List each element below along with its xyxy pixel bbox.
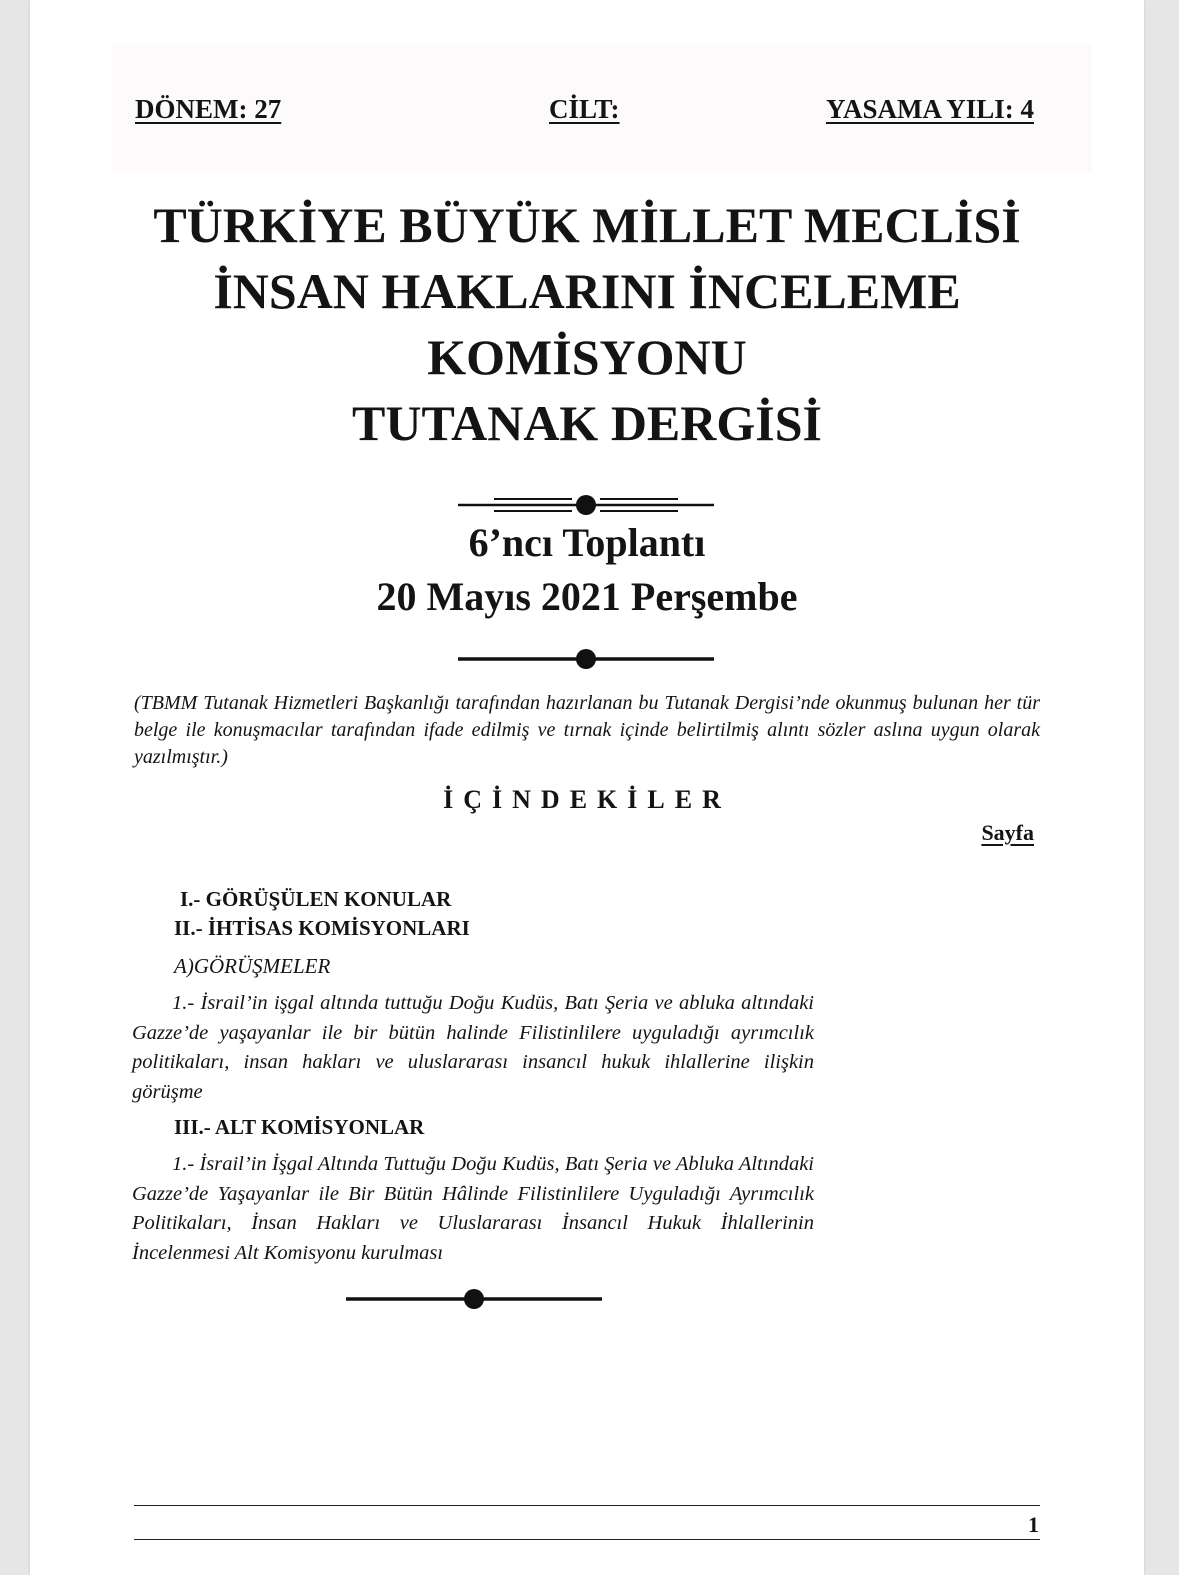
document-page (30, 0, 1144, 1575)
title-line-2: İNSAN HAKLARINI İNCELEME (213, 263, 961, 319)
footer-rule-bottom (134, 1539, 1040, 1540)
title-line-4: TUTANAK DERGİSİ (352, 395, 822, 451)
toc-section-2: II.- İHTİSAS KOMİSYONLARI (174, 916, 470, 940)
title-line-1: TÜRKİYE BÜYÜK MİLLET MECLİSİ (153, 197, 1021, 253)
cilt-label: CİLT: (549, 94, 620, 124)
ornament-divider-top (458, 490, 714, 520)
donem-label: DÖNEM: 27 (135, 94, 282, 124)
toc-section-2-item: 1.- İsrail’in işgal altında tuttuğu Doğu Kudüs, Batı Şeria ve abluka altındaki Gazze’de yaşayanlar ile bir bütün halinde Filistinlilere uyguladığı ayrımcılık politikaları, insan hakları ve uluslararası insancıl hukuk ihlallerine ilişkin görüşme (132, 992, 814, 1103)
meeting-number: 6’ncı Toplantı (468, 520, 706, 565)
title-line-3: KOMİSYONU (427, 329, 747, 385)
toc-section-3-item: 1.- İsrail’in İşgal Altında Tuttuğu Doğu Kudüs, Batı Şeria ve Abluka Altındaki Gazze’de Yaşayanlar ile Bir Bütün Hâlinde Filistinlilere Uyguladığı Ayrımcılık Politikaları, İnsan Hakları ve Uluslararası İnsancıl Hukuk İhlallerinin İncelenmesi Alt Komisyonu kurulması (132, 1153, 814, 1264)
toc-section-2-sub: A)GÖRÜŞMELER (174, 954, 331, 978)
meeting-date: 20 Mayıs 2021 Perşembe (376, 574, 798, 619)
toc-section-3: III.- ALT KOMİSYONLAR (174, 1115, 425, 1139)
transcript-note: (TBMM Tutanak Hizmetleri Başkanlığı tarafından hazırlanan bu Tutanak Dergisi’nde okunmuş bulunan her tür belge ile konuşmacılar tarafından ifade edilmiş ve tırnak içinde belirtilmiş alıntı sözler aslına uygun olarak yazılmıştır.) (134, 692, 1040, 768)
toc-section-1: I.- GÖRÜŞÜLEN KONULAR (180, 887, 452, 911)
page-column-label: Sayfa (981, 820, 1034, 845)
toc-heading: İÇİNDEKİLER (443, 785, 731, 814)
yasama-yili-label: YASAMA YILI: 4 (825, 94, 1034, 124)
ornament-divider-middle (458, 646, 714, 672)
footer-rule-top (134, 1505, 1040, 1506)
ornament-divider-bottom (346, 1286, 602, 1312)
page-number: 1 (1028, 1512, 1039, 1537)
